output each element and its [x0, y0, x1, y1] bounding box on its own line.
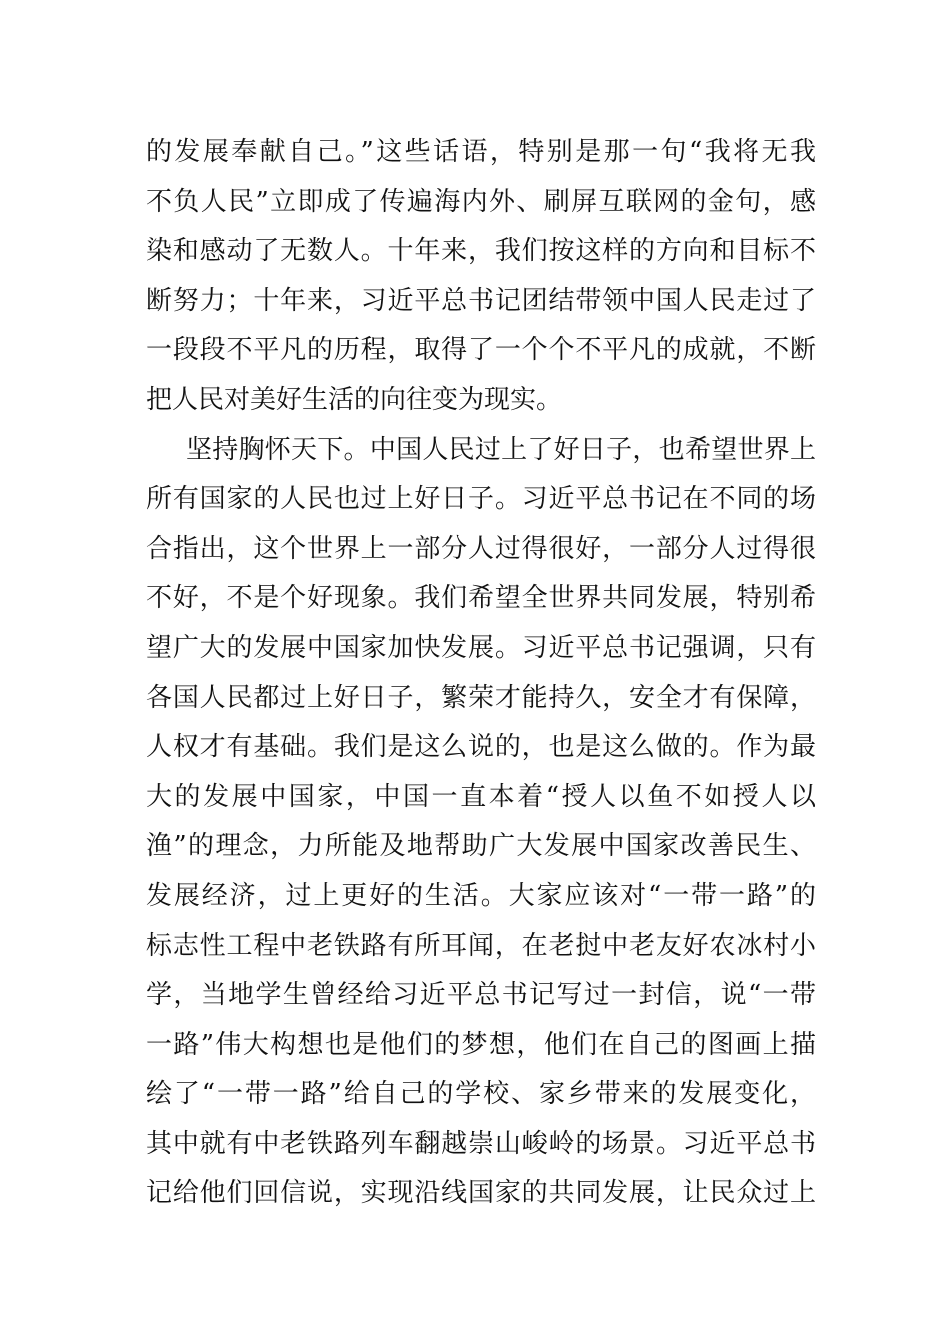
- text-line: 记给他们回信说，实现沿线国家的共同发展，让民众过上: [146, 1178, 816, 1209]
- text-line: 发展经济，过上更好的生活。大家应该对“一带一路”的: [146, 880, 816, 911]
- text-line: 合指出，这个世界上一部分人过得很好，一部分人过得很: [146, 533, 816, 564]
- text-line: 断努力；十年来，习近平总书记团结带领中国人民走过了: [146, 285, 816, 316]
- text-line: 望广大的发展中国家加快发展。习近平总书记强调，只有: [146, 632, 816, 663]
- text-line: 标志性工程中老铁路有所耳闻，在老挝中老友好农冰村小: [146, 930, 816, 961]
- text-line: 学，当地学生曾经给习近平总书记写过一封信，说“一带: [146, 980, 816, 1011]
- text-line: 渔”的理念，力所能及地帮助广大发展中国家改善民生、: [146, 831, 816, 862]
- text-line: 人权才有基础。我们是这么说的，也是这么做的。作为最: [146, 732, 816, 763]
- text-line: 的发展奉献自己。”这些话语，特别是那一句“我将无我: [146, 137, 816, 167]
- text-line: 不好，不是个好现象。我们希望全世界共同发展，特别希: [146, 583, 816, 614]
- text-line: 各国人民都过上好日子，繁荣才能持久，安全才有保障，: [146, 682, 816, 713]
- body-text: [146, 128, 816, 1219]
- text-line: 其中就有中老铁路列车翻越崇山峻岭的场景。习近平总书: [146, 1128, 816, 1159]
- text-line: 不负人民”立即成了传遍海内外、刷屏互联网的金句，感: [146, 186, 816, 217]
- paragraph-first-line: 坚持胸怀天下。中国人民过上了好日子，也希望世界上: [186, 434, 816, 465]
- text-line: 一段段不平凡的历程，取得了一个个不平凡的成就，不断: [146, 335, 816, 366]
- text-line: 大的发展中国家，中国一直本着“授人以鱼不如授人以: [146, 781, 816, 812]
- text-line: 染和感动了无数人。十年来，我们按这样的方向和目标不: [146, 236, 816, 267]
- text-line: 把人民对美好生活的向往变为现实。: [146, 384, 563, 415]
- text-line: 一路”伟大构想也是他们的梦想，他们在自己的图画上描: [146, 1029, 816, 1060]
- text-line: 所有国家的人民也过上好日子。习近平总书记在不同的场: [146, 484, 816, 515]
- text-line: 绘了“一带一路”给自己的学校、家乡带来的发展变化，: [146, 1079, 816, 1110]
